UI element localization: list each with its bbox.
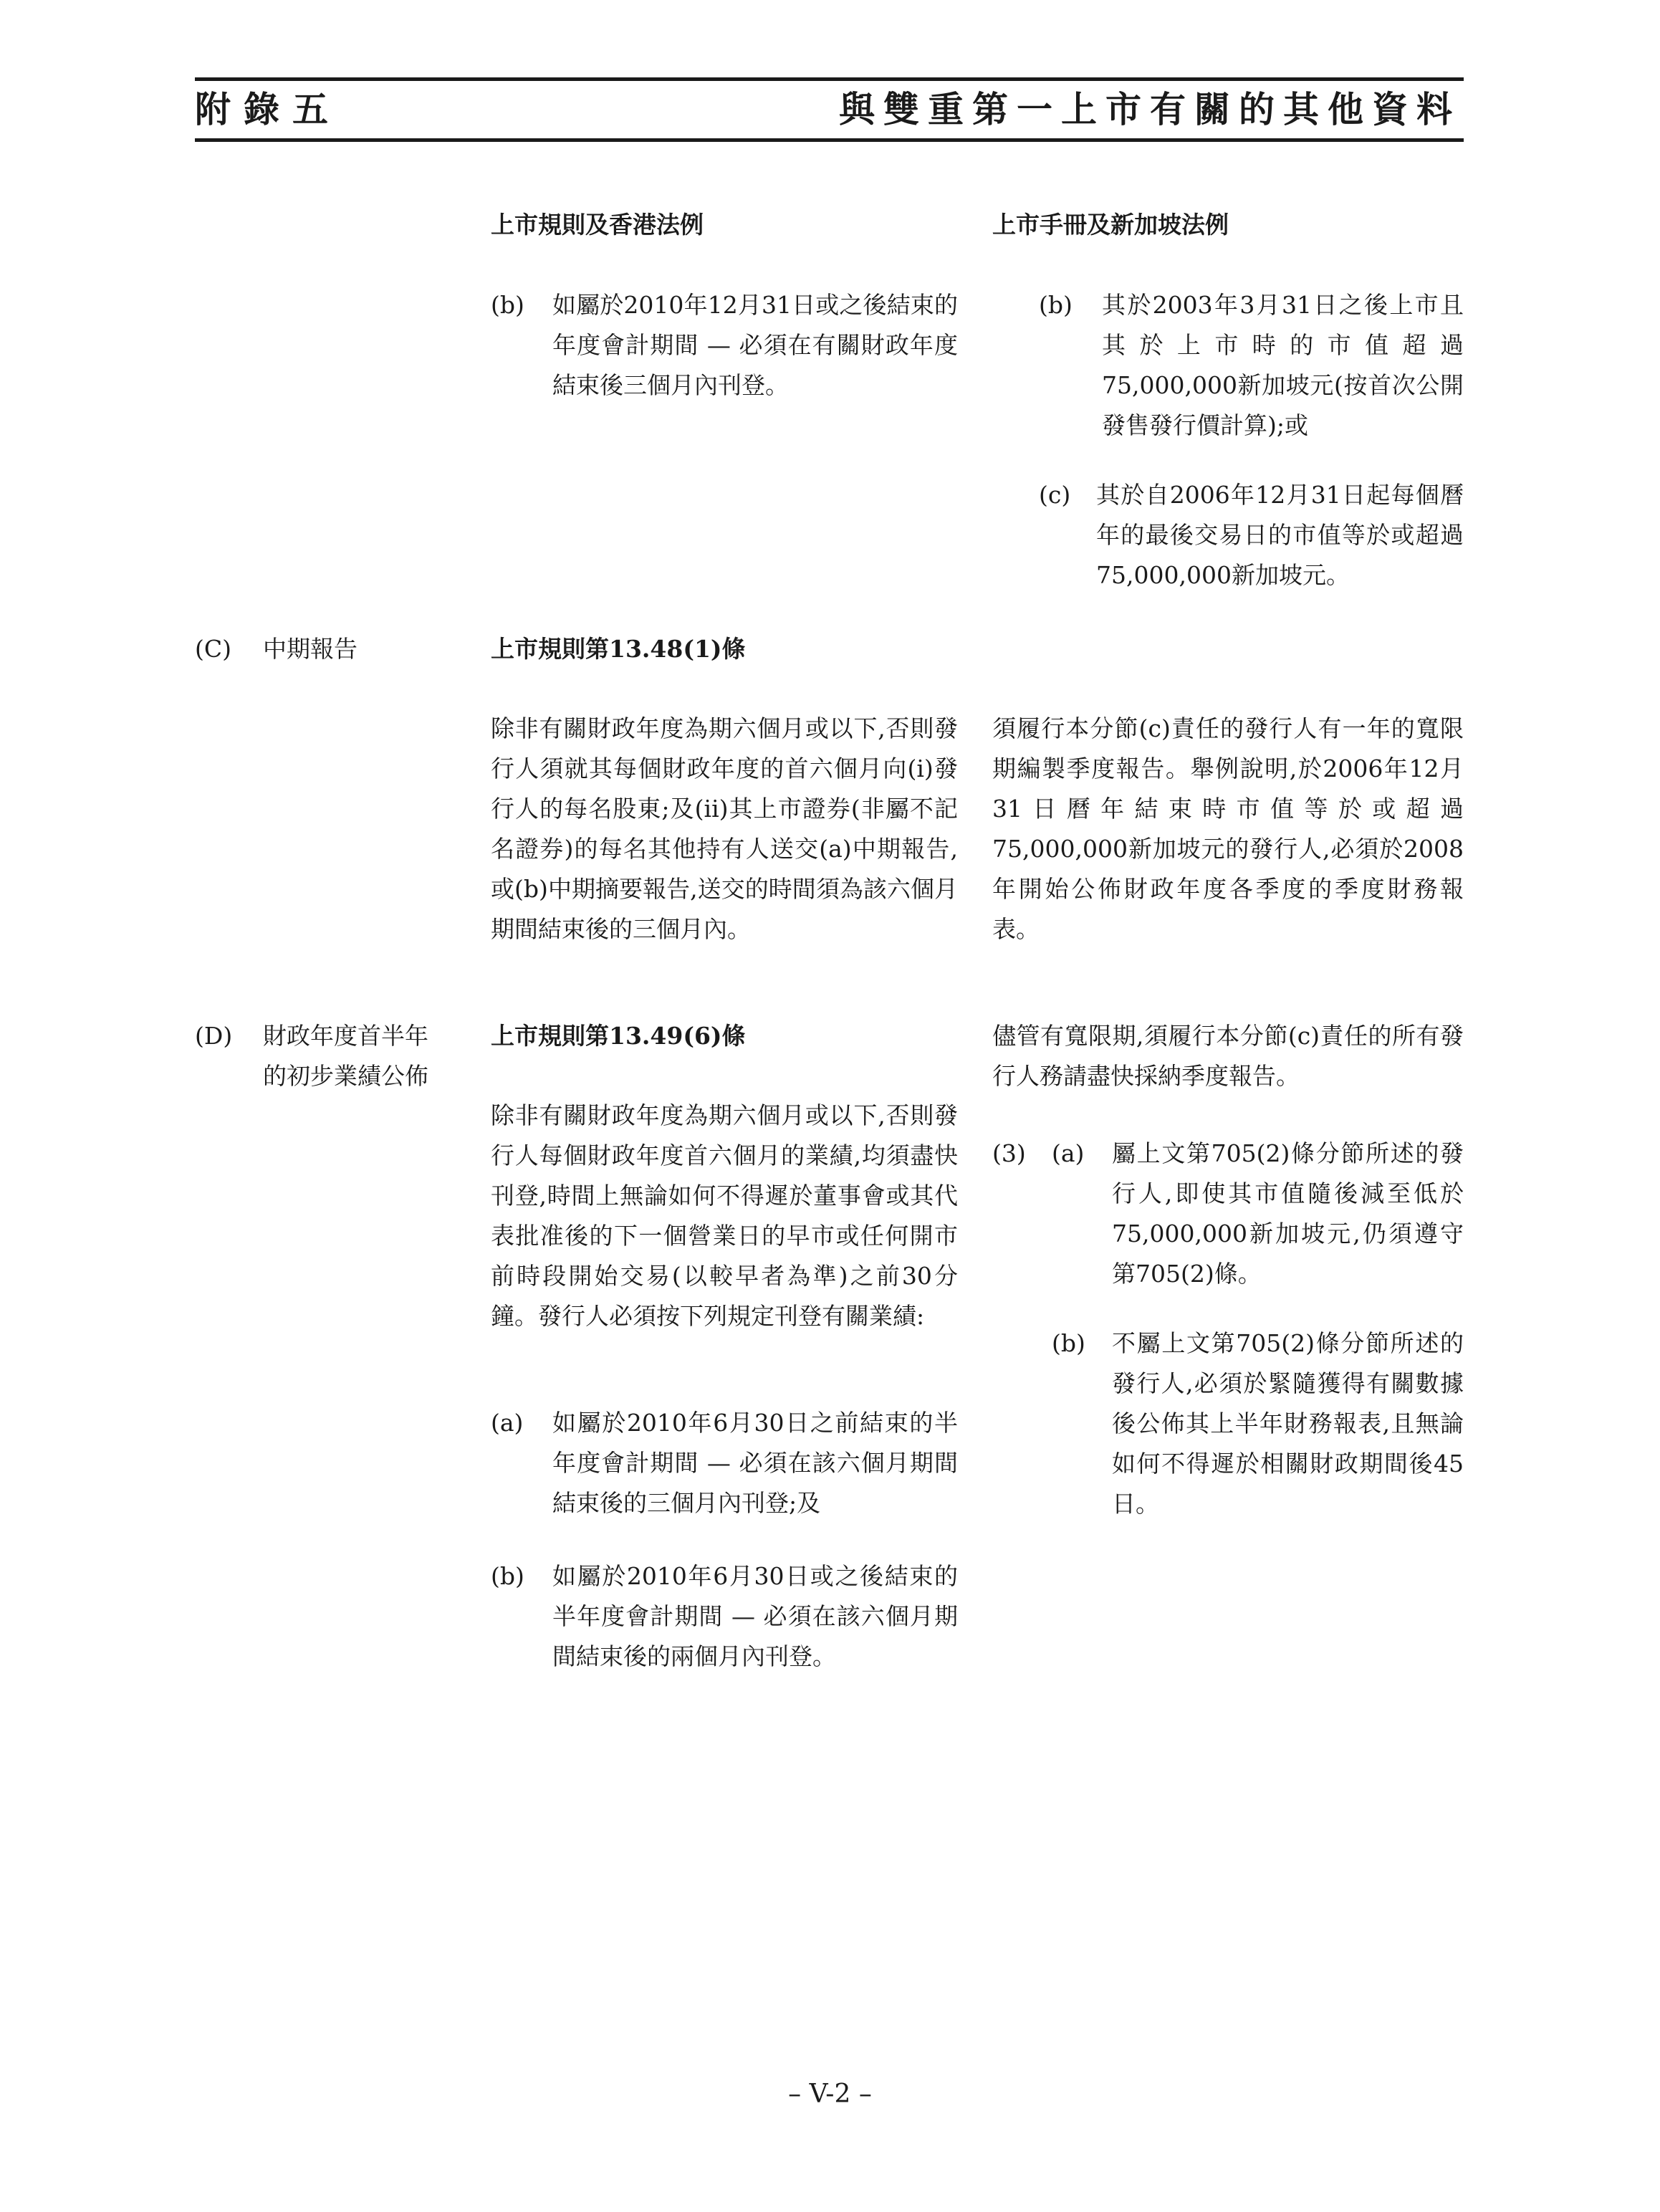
page-title: 與雙重第一上市有關的其他資料 bbox=[839, 88, 1461, 130]
section-d-title-line2: 的初步業績公佈 bbox=[263, 1062, 428, 1090]
right-item-b bbox=[1039, 285, 1464, 446]
section-d-marker: (D) bbox=[195, 1022, 233, 1050]
left-column-heading: 上市規則及香港法例 bbox=[491, 211, 704, 239]
item-text: 其於自2006年12月31日起每個曆年的最後交易日的市值等於或超過75,000,000新加坡元。 bbox=[1096, 481, 1464, 589]
section-d-right-item-3b bbox=[1052, 1323, 1464, 1524]
section-d-rule-heading: 上市規則第13.49(6)條 bbox=[491, 1022, 746, 1050]
section-c-title: 中期報告 bbox=[263, 635, 358, 663]
right-item-c bbox=[1039, 475, 1464, 595]
item-marker: (b) bbox=[491, 1562, 524, 1590]
item-text: 如屬於2010年12月31日或之後結束的年度會計期間 — 必須在有關財政年度結束後三個月內刊登。 bbox=[552, 291, 958, 399]
sub-item-marker: (b) bbox=[1052, 1329, 1085, 1357]
item-marker: (b) bbox=[1039, 291, 1073, 319]
section-d-left-intro: 除非有關財政年度為期六個月或以下,否則發行人每個財政年度首六個月的業績,均須盡快刊登,時間上無論如何不得遲於董事會或其代表批准後的下一個營業日的早市或任何開市前時段開始交易(以較早者為準)之前30分鐘。發行人必須按下列規定刊登有關業績: bbox=[491, 1101, 958, 1330]
item-text: 如屬於2010年6月30日之前結束的半年度會計期間 — 必須在該六個月期間結束後的三個月內刊登;及 bbox=[552, 1409, 958, 1517]
item-marker: (a) bbox=[491, 1409, 524, 1437]
item-marker: (c) bbox=[1039, 481, 1071, 509]
sub-item-marker: (a) bbox=[1052, 1139, 1085, 1167]
page-number: – V-2 – bbox=[788, 2079, 872, 2109]
section-d-right-item-3a bbox=[992, 1134, 1464, 1294]
section-d-left-item-a bbox=[491, 1403, 958, 1523]
header-top-rule bbox=[195, 77, 1464, 81]
item-text: 如屬於2010年6月30日或之後結束的半年度會計期間 — 必須在該六個月期間結束後的兩個月內刊登。 bbox=[552, 1562, 958, 1670]
section-d-title-line1: 財政年度首半年 bbox=[263, 1022, 428, 1050]
item-text: 其於2003年3月31日之後上市且其於上市時的市值超過75,000,000新加坡元(按首次公開發售發行價計算);或 bbox=[1102, 291, 1464, 439]
section-d-right-intro: 儘管有寬限期,須履行本分節(c)責任的所有發行人務請盡快採納季度報告。 bbox=[992, 1022, 1464, 1090]
item-marker: (b) bbox=[491, 291, 524, 319]
appendix-title: 附錄五 bbox=[195, 88, 341, 130]
item-text: 不屬上文第705(2)條分節所述的發行人,必須於緊隨獲得有關數據後公佈其上半年財務報表,且無論如何不得遲於相關財政期間後45日。 bbox=[1112, 1329, 1464, 1518]
left-item-b bbox=[491, 285, 958, 406]
item-text: 屬上文第705(2)條分節所述的發行人,即使其市值隨後減至低於75,000,000新加坡元,仍須遵守第705(2)條。 bbox=[1112, 1139, 1464, 1288]
section-c-marker: (C) bbox=[195, 635, 231, 663]
section-c-right-text: 須履行本分節(c)責任的發行人有一年的寬限期編製季度報告。舉例說明,於2006年12月31日曆年結束時市值等於或超過75,000,000新加坡元的發行人,必須於2008年開始公佈財政年度各季度的季度財務報表。 bbox=[992, 714, 1464, 943]
right-column-heading: 上市手冊及新加坡法例 bbox=[992, 211, 1229, 239]
header-bottom-rule bbox=[195, 138, 1464, 142]
section-c-left-text: 除非有關財政年度為期六個月或以下,否則發行人須就其每個財政年度的首六個月向(i)發行人的每名股東;及(ii)其上市證券(非屬不記名證券)的每名其他持有人送交(a)中期報告,或(b)中期摘要報告,送交的時間須為該六個月期間結束後的三個月內。 bbox=[491, 714, 958, 943]
item-marker: (3) bbox=[992, 1139, 1026, 1167]
section-c-rule-heading: 上市規則第13.48(1)條 bbox=[491, 635, 746, 663]
section-d-left-item-b bbox=[491, 1556, 958, 1677]
